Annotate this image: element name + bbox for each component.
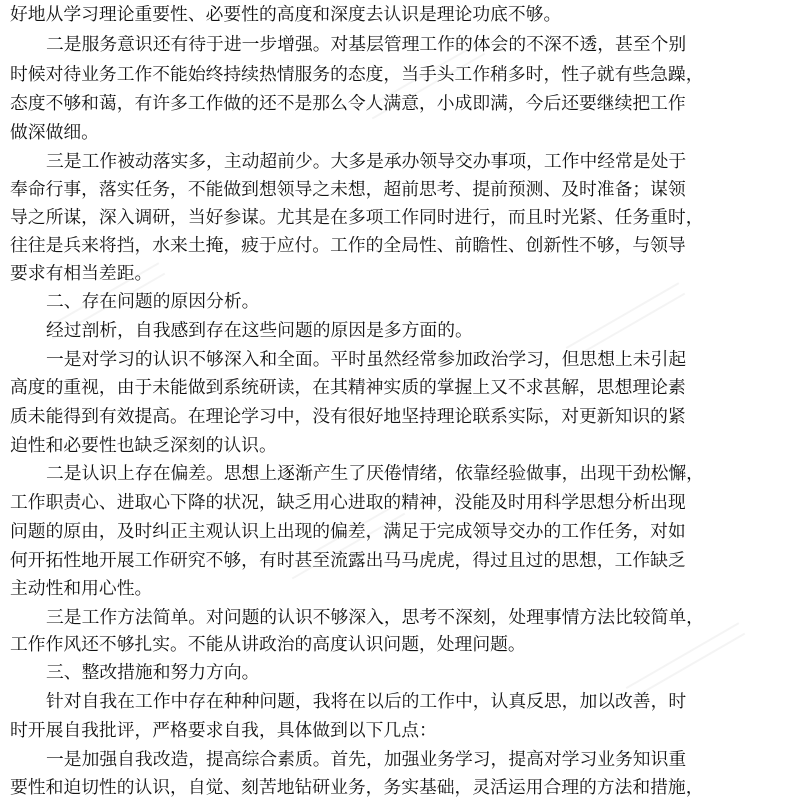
text-line: 何开拓性地开展工作研究不够，有时甚至流露出马马虎虎，得过且过的思想，工作缺乏 (10, 550, 686, 571)
section-heading: 三、整改措施和努力方向。 (46, 662, 260, 683)
paragraph-start-line: 经过剖析，自我感到存在这些问题的原因是多方面的。 (46, 320, 473, 341)
text-line: 要求有相当差距。 (10, 263, 153, 284)
text-line: 问题的原由，及时纠正主观认识上出现的偏差，满足于完成领导交办的工作任务，对如 (10, 521, 686, 542)
text-line: 高度的重视，由于未能做到系统研读，在其精神实质的掌握上又不求甚解，思想理论素 (10, 377, 686, 398)
paragraph-start-line: 一是对学习的认识不够深入和全面。平时虽然经常参加政治学习，但思想上未引起 (46, 349, 687, 370)
text-line: 好地从学习理论重要性、必要性的高度和深度去认识是理论功底不够。 (10, 4, 562, 25)
text-line: 做深做细。 (10, 122, 99, 143)
paragraph-start-line: 二是服务意识还有待于进一步增强。对基层管理工作的体会的不深不透，甚至个别 (46, 34, 687, 55)
paragraph-start-line: 三是工作方法简单。对问题的认识不够深入，思考不深刻，处理事情方法比较简单， (46, 607, 704, 628)
text-line: 时候对待业务工作不能始终持续热情服务的态度，当手头工作稍多时，性子就有些急躁， (10, 64, 704, 85)
text-line: 要性和迫切性的认识，自觉、刻苦地钻研业务，务实基础，灵活运用合理的方法和措施， (10, 777, 704, 798)
text-line: 往往是兵来将挡，水来土掩，疲于应付。工作的全局性、前瞻性、创新性不够，与领导 (10, 235, 686, 256)
text-line: 主动性和用心性。 (10, 578, 153, 599)
section-heading: 二、存在问题的原因分析。 (46, 291, 260, 312)
text-line: 时开展自我批评，严格要求自我，具体做到以下几点： (10, 720, 437, 741)
text-line: 奉命行事，落实任务，不能做到想领导之未想，超前思考、提前预测、及时准备；谋领 (10, 179, 686, 200)
text-line: 工作作风还不够扎实。不能从讲政治的高度认识问题，处理问题。 (10, 634, 526, 655)
text-line: 导之所谋，深入调研，当好参谋。尤其是在多项工作同时进行，而且时光紧、任务重时， (10, 207, 704, 228)
text-line: 工作职责心、进取心下降的状况，缺乏用心进取的精神，没能及时用科学思想分析出现 (10, 492, 686, 513)
paragraph-start-line: 三是工作被动落实多，主动超前少。大多是承办领导交办事项，工作中经常是处于 (46, 151, 687, 172)
text-line: 迫性和必要性也缺乏深刻的认识。 (10, 435, 277, 456)
paragraph-start-line: 针对自我在工作中存在种种问题，我将在以后的工作中，认真反思，加以改善，时 (46, 691, 687, 712)
paragraph-start-line: 一是加强自我改造，提高综合素质。首先，加强业务学习，提高对学习业务知识重 (46, 749, 687, 770)
text-line: 质未能得到有效提高。在理论学习中，没有很好地坚持理论联系实际，对更新知识的紧 (10, 406, 686, 427)
paragraph-start-line: 二是认识上存在偏差。思想上逐渐产生了厌倦情绪，依靠经验做事，出现干劲松懈， (46, 463, 704, 484)
text-line: 态度不够和蔼，有许多工作做的还不是那么令人满意，小成即满，今后还要继续把工作 (10, 93, 686, 114)
